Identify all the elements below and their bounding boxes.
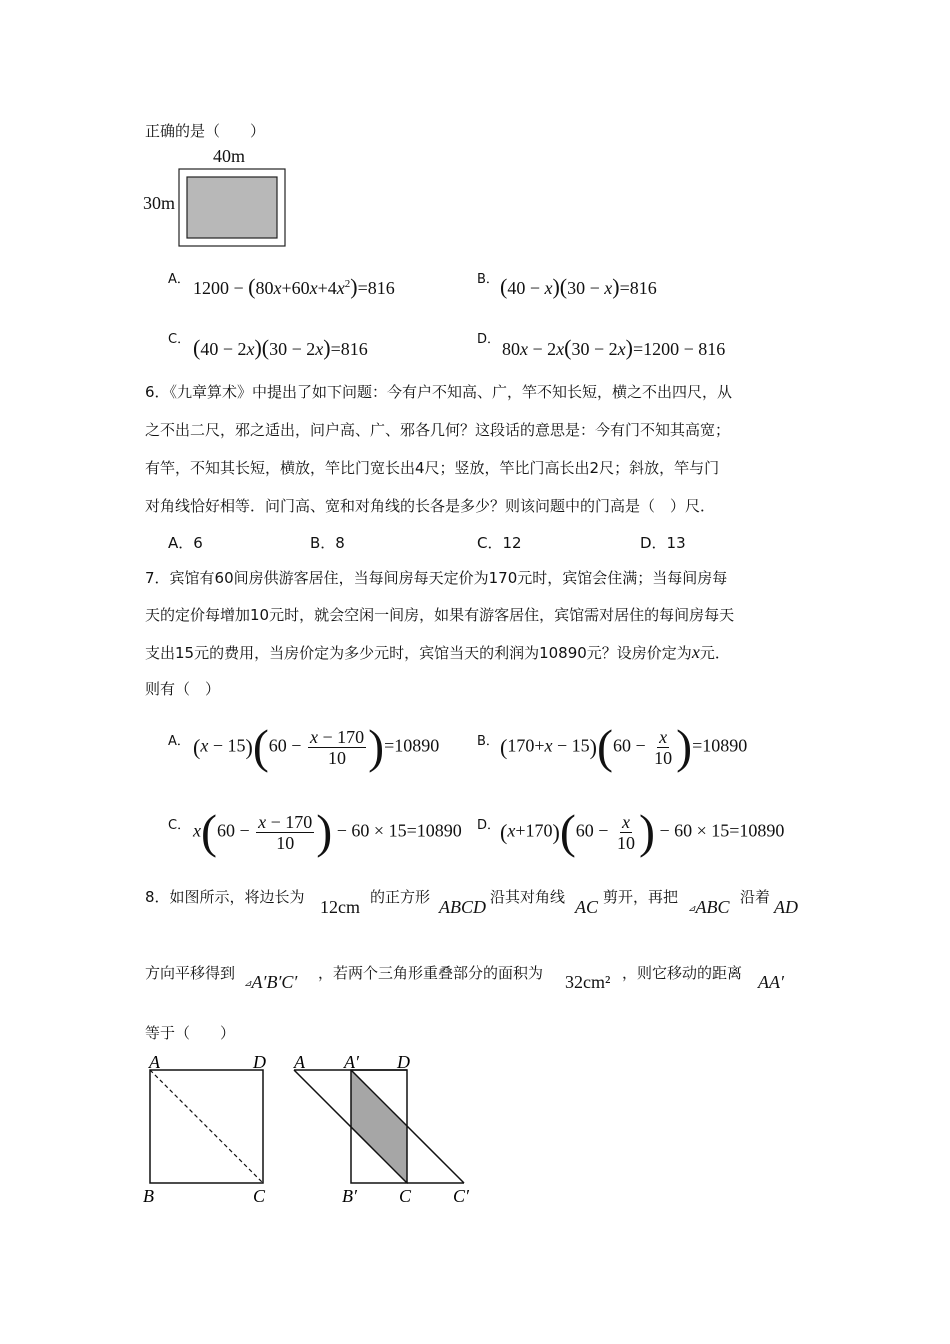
fig2-label-a-prime: A′ xyxy=(344,1052,359,1072)
q7-line-4: 则有（ ） xyxy=(145,680,221,698)
q8-t8: ，则它移动的距离 xyxy=(622,964,743,982)
q6-option-b: B．8 xyxy=(310,534,345,552)
q5-option-d-label: D． xyxy=(477,332,501,347)
figure-width-label: 40m xyxy=(213,146,246,166)
q5-option-b-expr: (40 − x)(30 − x)=816 xyxy=(500,274,657,299)
q6-line-1: 6．《九章算术》中提出了如下问题：今有户不知高、广，竿不知长短，横之不出四尺，从 xyxy=(145,383,733,401)
q6-line-2: 之不出二尺，邪之适出，问户高、广、邪各几何？这段话的意思是：今有门不知其高宽； xyxy=(145,421,731,439)
fig2-label-a: A xyxy=(294,1052,305,1072)
q7-line-2: 天的定价每增加10元时，就会空闲一间房，如果有游客居住，宾馆需对居住的每间房每天 xyxy=(145,606,735,624)
translation-figure xyxy=(290,1050,485,1210)
q7-option-a-label: A． xyxy=(168,734,190,749)
q5-option-b-label: B． xyxy=(477,272,499,287)
q8-t4: 剪开，再把 xyxy=(603,888,679,906)
figure-height-label: 30m xyxy=(143,193,176,213)
q7-option-c-label: C． xyxy=(168,818,191,833)
q8-triangle: ⊿ABC xyxy=(688,897,730,917)
q8-direction: AD xyxy=(774,897,798,917)
q5-option-a-label: A． xyxy=(168,272,190,287)
q6-option-a: A．6 xyxy=(168,534,203,552)
q7-variable-x: x xyxy=(691,642,700,662)
garden-figure xyxy=(178,168,288,248)
q8-t9: 等于（ ） xyxy=(145,1024,236,1042)
q6-option-c: C．12 xyxy=(477,534,522,552)
q7-line-3-text: 支出15元的费用，当房价定为多少元时，宾馆当天的利润为10890元？设房价定为 xyxy=(145,644,692,662)
q7-line-3 xyxy=(145,642,730,663)
q5-tail-text: 正确的是（ ） xyxy=(145,122,266,140)
q8-diagonal: AC xyxy=(575,897,599,917)
q8-t6: 方向平移得到 xyxy=(145,964,236,982)
q7-option-d-label: D． xyxy=(477,818,501,833)
q8-t5: 沿着 xyxy=(740,888,771,906)
q7-option-a-expr: (x − 15)(60 − $\frac{x - 170}{10}$ )=10890 xyxy=(193,720,440,774)
q8-overlap-area: 32cm² xyxy=(565,972,611,992)
q8-t3: 沿其对角线 xyxy=(490,888,566,906)
fig1-label-b: B xyxy=(143,1186,154,1206)
q7-line-3-end: 元． xyxy=(699,644,730,662)
q8-side-length: 12cm xyxy=(320,897,360,917)
fig2-label-c: C xyxy=(399,1186,412,1206)
q6-line-4: 对角线恰好相等．问门高、宽和对角线的长各是多少？则该问题中的门高是（ ）尺． xyxy=(145,497,716,515)
q6-line-3: 有竿，不知其长短，横放，竿比门宽长出4尺；竖放，竿比门高长出2尺；斜放，竿与门 xyxy=(145,459,720,477)
q8-t2: 的正方形 xyxy=(370,888,431,906)
q7-option-b-expr: (170+x − 15)(60 − $\frac{x}{10}$ )=10890 xyxy=(500,720,748,774)
q8-t7: ，若两个三角形重叠部分的面积为 xyxy=(318,964,544,982)
fig1-label-c: C xyxy=(253,1186,266,1206)
q7-option-b-label: B． xyxy=(477,734,499,749)
square-figure xyxy=(140,1050,275,1210)
q5-option-c-expr: (40 − 2x)(30 − 2x)=816 xyxy=(193,335,368,360)
q6-option-d: D．13 xyxy=(640,534,686,552)
q5-option-d-expr: 80x − 2x(30 − 2x)=1200 − 816 xyxy=(502,335,726,360)
q5-option-c-label: C． xyxy=(168,332,191,347)
q5-option-a-expr: $1200 - (80x+60x+4x^2)=816$ xyxy=(193,274,395,299)
fig2-label-b-prime: B′ xyxy=(342,1186,357,1206)
q7-line-1: 7．宾馆有60间房供游客居住，当每间房每天定价为170元时，宾馆会住满；当每间房每 xyxy=(145,569,728,587)
q8-triangle-2-name: A′B′C′ xyxy=(251,972,298,992)
q7-option-c-expr: x(60 − $\frac{x - 170}{10}$ ) − 60 × 15=10890 xyxy=(193,805,462,859)
q8-triangle-2: ⊿A′B′C′ xyxy=(244,972,298,992)
q8-triangle-name: ABC xyxy=(695,897,730,917)
q7-option-d-expr: (x+170)(60 − $\frac{x}{10}$ ) − 60 × 15=10890 xyxy=(500,805,785,859)
fig2-label-d: D xyxy=(397,1052,410,1072)
q8-distance: AA′ xyxy=(758,972,784,992)
fig1-label-d: D xyxy=(253,1052,266,1072)
q8-square-name: ABCD xyxy=(439,897,486,917)
fig2-label-c-prime: C′ xyxy=(453,1186,469,1206)
fig1-label-a: A xyxy=(149,1052,160,1072)
q8-t1: 8．如图所示，将边长为 xyxy=(145,888,305,906)
